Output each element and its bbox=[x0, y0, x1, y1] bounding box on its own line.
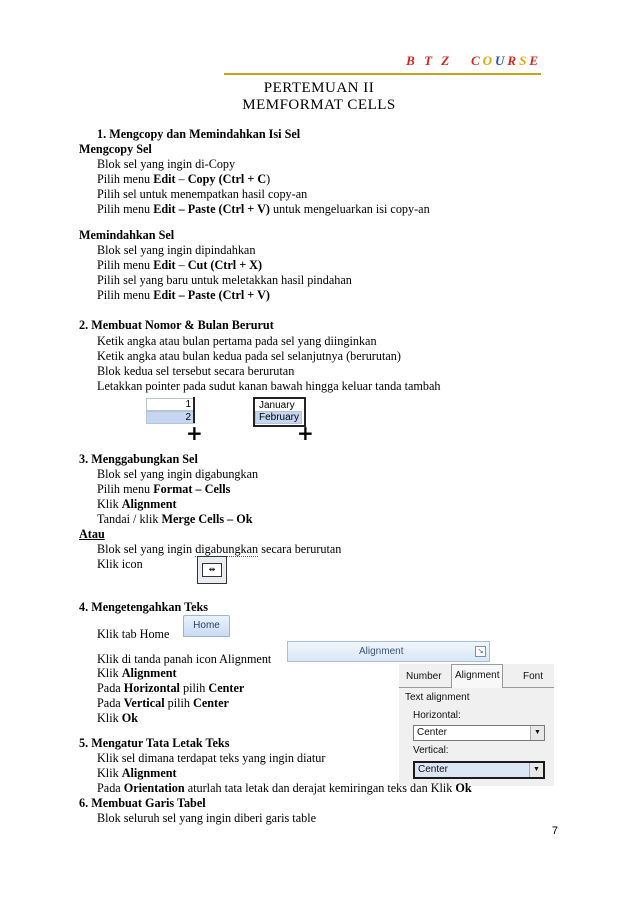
fill-handle-plus-icon: + bbox=[297, 421, 314, 445]
section-3-line: Pilih menu Format – Cells bbox=[97, 482, 231, 496]
brand-letter: U bbox=[495, 53, 508, 68]
section-6-heading: 6. Membuat Garis Tabel bbox=[79, 796, 206, 810]
dialog-tabs bbox=[399, 664, 554, 688]
text-alignment-group-label: Text alignment bbox=[405, 692, 470, 703]
move-line: Pilih menu Edit – Cut (Ctrl + X) bbox=[97, 258, 263, 272]
header-rule bbox=[224, 73, 541, 75]
section-5-heading: 5. Mengatur Tata Letak Teks bbox=[79, 736, 230, 750]
section-2-line: Ketik angka atau bulan pertama pada sel yang diinginkan bbox=[97, 334, 377, 348]
section-3-line: Tandai / klik Merge Cells – Ok bbox=[97, 512, 253, 526]
section-6-line: Blok seluruh sel yang ingin diberi garis table bbox=[97, 811, 316, 825]
cell-month-1: January bbox=[255, 399, 302, 412]
vertical-select[interactable] bbox=[413, 761, 545, 779]
section-5-line: Klik Alignment bbox=[97, 766, 177, 780]
format-cells-dialog bbox=[399, 664, 554, 786]
copy-heading: Mengcopy Sel bbox=[79, 142, 152, 156]
fill-handle-plus-icon: + bbox=[186, 421, 203, 445]
section-3-heading: 3. Menggabungkan Sel bbox=[79, 452, 198, 466]
section-4-line: Klik di tanda panah icon Alignment bbox=[97, 652, 272, 666]
move-line: Pilih menu Edit – Paste (Ctrl + V) bbox=[97, 288, 270, 302]
section-5-line: Pada Orientation aturlah tata letak dan derajat kemiringan teks dan Klik Ok bbox=[97, 781, 472, 795]
tab-alignment[interactable]: Alignment bbox=[451, 664, 503, 688]
copy-line: Pilih sel untuk menempatkan hasil copy-an bbox=[97, 187, 308, 201]
section-4-heading: 4. Mengetengahkan Teks bbox=[79, 600, 209, 614]
tab-number[interactable]: Number bbox=[406, 671, 442, 682]
vertical-value: Center bbox=[418, 764, 449, 775]
horizontal-value: Center bbox=[417, 727, 448, 738]
brand-logo bbox=[406, 53, 541, 69]
section-2-line: Letakkan pointer pada sudut kanan bawah hingga keluar tanda tambah bbox=[97, 379, 441, 393]
vertical-label: Vertical: bbox=[413, 745, 449, 756]
merge-and-center-icon[interactable] bbox=[197, 556, 227, 584]
cell-number-2: 2 bbox=[146, 411, 195, 424]
section-5-line: Klik sel dimana terdapat teks yang ingin diatur bbox=[97, 751, 326, 765]
section-3-alt-line: Blok sel yang ingin digabungkan secara berurutan bbox=[97, 542, 342, 556]
section-4-line: Klik Ok bbox=[97, 711, 138, 725]
brand-letter: C bbox=[470, 53, 483, 68]
tab-home[interactable]: Home bbox=[183, 615, 230, 637]
alignment-group-label: Alignment bbox=[359, 646, 404, 657]
page-subtitle: MEMFORMAT CELLS bbox=[242, 97, 396, 113]
copy-line: Pilih menu Edit – Paste (Ctrl + V) untuk mengeluarkan isi copy-an bbox=[97, 202, 430, 216]
copy-line: Blok sel yang ingin di-Copy bbox=[97, 157, 236, 171]
brand-letter: O bbox=[482, 53, 496, 68]
section-2-line: Blok kedua sel tersebut secara berurutan bbox=[97, 364, 295, 378]
section-4-line: Pada Horizontal pilih Center bbox=[97, 681, 245, 695]
section-3-line: Klik Alignment bbox=[97, 497, 177, 511]
section-1-heading: 1. Mengcopy dan Memindahkan Isi Sel bbox=[97, 127, 301, 141]
section-3-alt-line: Klik icon bbox=[97, 557, 143, 571]
atau-heading: Atau bbox=[79, 527, 105, 541]
section-2-heading: 2. Membuat Nomor & Bulan Berurut bbox=[79, 318, 274, 332]
section-4-line: Pada Vertical pilih Center bbox=[97, 696, 229, 710]
move-line: Blok sel yang ingin dipindahkan bbox=[97, 243, 256, 257]
horizontal-select[interactable] bbox=[413, 725, 545, 741]
section-4-line: Klik tab Home bbox=[97, 627, 170, 641]
copy-line: Pilih menu Edit – Copy (Ctrl + C) bbox=[97, 172, 271, 186]
page-number: 7 bbox=[551, 825, 558, 837]
brand-part-1: B T Z bbox=[406, 53, 453, 68]
chevron-down-icon[interactable]: ▼ bbox=[530, 726, 544, 740]
alignment-group-bar[interactable] bbox=[287, 641, 490, 662]
selection-border bbox=[144, 397, 195, 423]
page-title: PERTEMUAN II bbox=[263, 80, 375, 96]
cell-number-1: 1 bbox=[146, 398, 195, 411]
section-2-line: Ketik angka atau bulan kedua pada sel selanjutnya (berurutan) bbox=[97, 349, 401, 363]
move-heading: Memindahkan Sel bbox=[79, 228, 175, 242]
merge-cells-icon: ⇹ bbox=[202, 563, 222, 577]
section-4-line: Klik Alignment bbox=[97, 666, 177, 680]
section-3-line: Blok sel yang ingin digabungkan bbox=[97, 467, 259, 481]
horizontal-label: Horizontal: bbox=[413, 710, 461, 721]
chevron-down-icon[interactable]: ▼ bbox=[529, 763, 543, 777]
brand-letter: R bbox=[507, 53, 520, 68]
tab-font[interactable]: Font bbox=[523, 671, 544, 682]
move-line: Pilih sel yang baru untuk meletakkan hasil pindahan bbox=[97, 273, 352, 287]
dialog-launcher-icon[interactable]: ↘ bbox=[475, 646, 486, 657]
cell-month-2: February bbox=[255, 411, 302, 424]
brand-letter: S bbox=[519, 53, 530, 68]
brand-letter: E bbox=[529, 53, 541, 68]
